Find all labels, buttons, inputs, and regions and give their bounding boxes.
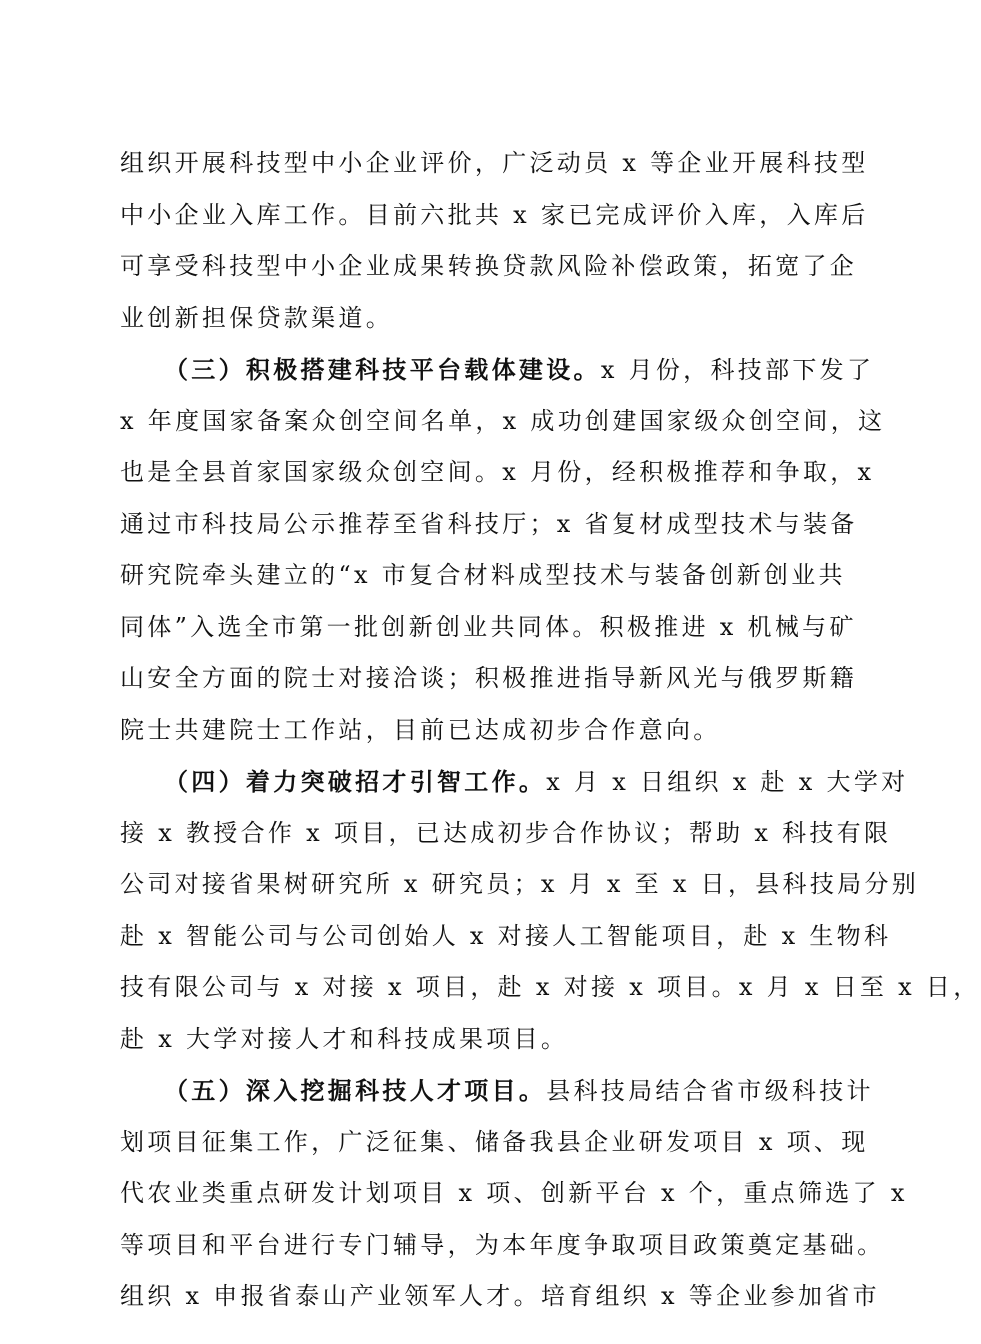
section-first-line	[120, 756, 909, 808]
section-3-paragraph	[120, 344, 886, 756]
text-line: 同体”入选全市第一批创新创业共同体。积极推进 x 机械与矿	[120, 612, 857, 641]
text-line: 赴 x 智能公司与公司创始人 x 对接人工智能项目，赴 x 生物科	[120, 921, 892, 950]
text-line: 赴 x 大学对接人才和科技成果项目。	[120, 1024, 569, 1053]
section-first-line	[120, 344, 875, 396]
text-line: 通过市科技局公示推荐至省科技厅；x 省复材成型技术与装备	[120, 509, 858, 538]
section-5-lead-text: 县科技局结合省市级科技计	[546, 1077, 874, 1105]
text-line: 院士共建院士工作站，目前已达成初步合作意向。	[120, 715, 721, 744]
text-line: 代农业类重点研发计划项目 x 项、创新平台 x 个，重点筛选了 x	[120, 1179, 908, 1207]
section-3-lead-text: x 月份，科技部下发了	[600, 356, 875, 384]
text-line: 公司对接省果树研究所 x 研究员；x 月 x 至 x 日，县科技局分别	[120, 870, 920, 898]
text-line: 山安全方面的院士对接洽谈；积极推进指导新风光与俄罗斯籍	[120, 664, 858, 692]
text-line: 可享受科技型中小企业成果转换贷款风险补偿政策，拓宽了企	[120, 252, 858, 280]
section-first-line	[120, 1065, 874, 1117]
section-4-lead-text: x 月 x 日组织 x 赴 x 大学对	[546, 768, 909, 796]
text-line: 中小企业入库工作。目前六批共 x 家已完成评价入库，入库后	[120, 200, 869, 229]
text-line: 划项目征集工作，广泛征集、储备我县企业研发项目 x 项、现	[120, 1127, 869, 1156]
text-line: 也是全县首家国家级众创空间。x 月份，经积极推荐和争取，x	[120, 458, 875, 486]
text-line: 研究院牵头建立的“x 市复合材料成型技术与装备创新创业共	[120, 561, 846, 589]
section-5-heading: （五）深入挖掘科技人才项目。	[164, 1076, 547, 1105]
document-body	[120, 138, 981, 1323]
text-line: 等项目和平台进行专门辅导，为本年度争取项目政策奠定基础。	[120, 1230, 885, 1259]
text-line: 组织开展科技型中小企业评价，广泛动员 x 等企业开展科技型	[120, 149, 869, 177]
text-line: 组织 x 申报省泰山产业领军人才。培育组织 x 等企业参加省市	[120, 1282, 880, 1310]
paragraph-continuation	[120, 138, 869, 344]
section-5-paragraph	[120, 1065, 908, 1323]
text-line: 接 x 教授合作 x 项目，已达成初步合作协议；帮助 x 科技有限	[120, 818, 892, 847]
text-line: 业创新担保贷款渠道。	[120, 303, 393, 332]
section-3-heading: （三）积极搭建科技平台载体建设。	[164, 355, 601, 384]
section-4-paragraph	[120, 756, 981, 1065]
text-line: x 年度国家备案众创空间名单，x 成功创建国家级众创空间，这	[120, 406, 886, 435]
section-4-heading: （四）着力突破招才引智工作。	[164, 767, 547, 796]
text-line: 技有限公司与 x 对接 x 项目，赴 x 对接 x 项目。x 月 x 日至 x 日，	[120, 973, 981, 1001]
